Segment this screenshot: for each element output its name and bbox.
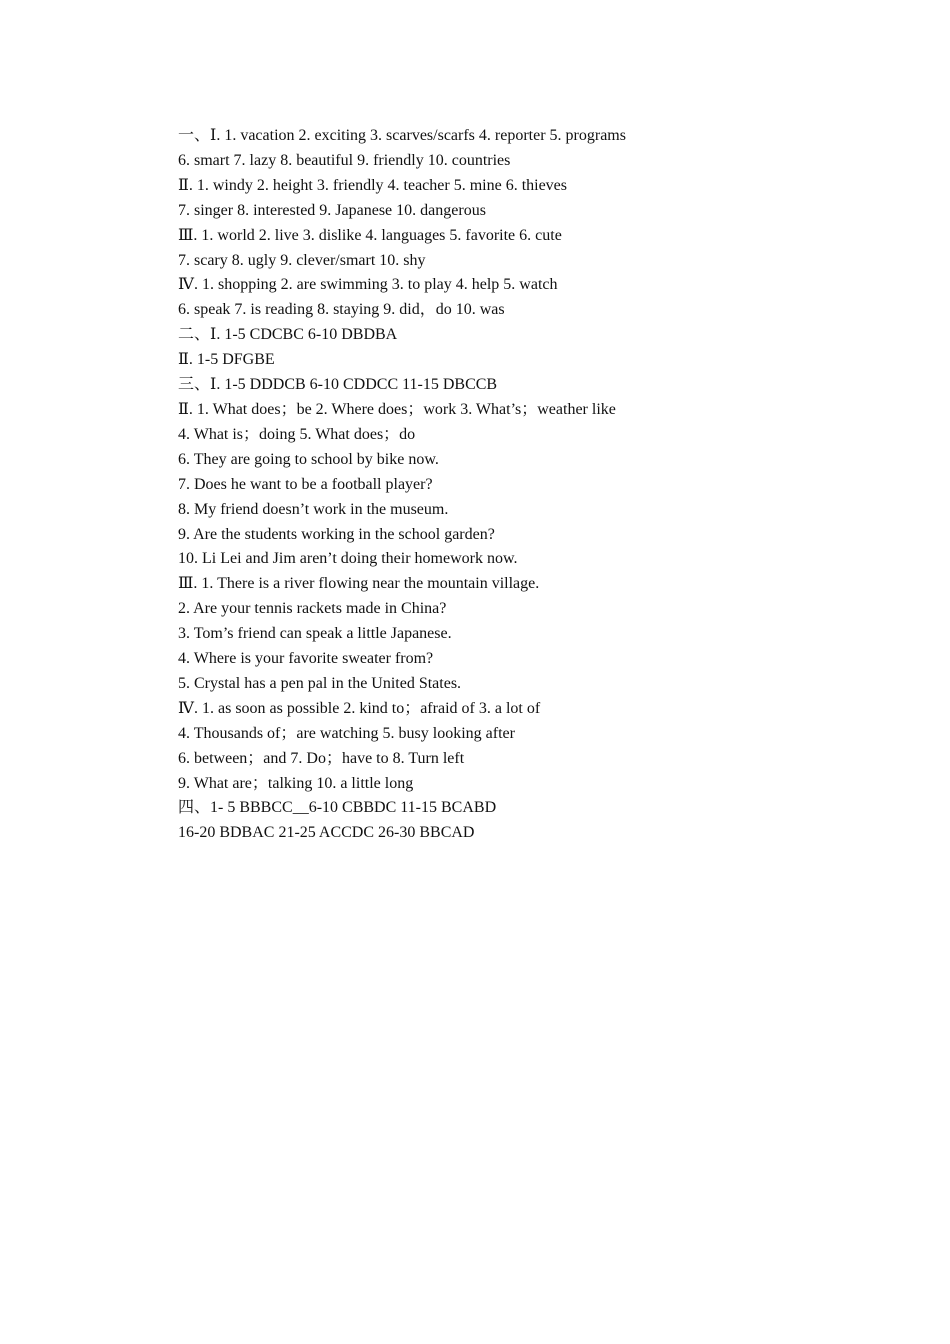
- text-line: 四、1- 5 BBBCC__6-10 CBBDC 11-15 BCABD: [178, 799, 497, 817]
- text-line: 4. Where is your favorite sweater from?: [178, 650, 434, 668]
- text-line: Ⅱ. 1-5 DFGBE: [178, 351, 275, 369]
- text-line: 6. smart 7. lazy 8. beautiful 9. friendly 10. countries: [178, 151, 511, 169]
- text-line: 9. What are；talking 10. a little long: [178, 774, 414, 792]
- text-line: Ⅲ. 1. There is a river flowing near the mountain village.: [178, 575, 540, 593]
- text-line: Ⅱ. 1. windy 2. height 3. friendly 4. teacher 5. mine 6. thieves: [178, 176, 568, 194]
- text-line: 7. scary 8. ugly 9. clever/smart 10. shy: [178, 251, 426, 269]
- text-line: Ⅱ. 1. What does；be 2. Where does；work 3. What’s；weather like: [178, 400, 616, 418]
- text-line: Ⅳ. 1. as soon as possible 2. kind to；afraid of 3. a lot of: [178, 699, 541, 717]
- text-line: 一、Ⅰ. 1. vacation 2. exciting 3. scarves/scarfs 4. reporter 5. programs: [178, 127, 626, 144]
- text-line: 16-20 BDBAC 21-25 ACCDC 26-30 BBCAD: [178, 824, 475, 842]
- text-line: 6. between；and 7. Do；have to 8. Turn left: [178, 749, 465, 767]
- text-line: 8. My friend doesn’t work in the museum.: [178, 500, 449, 518]
- text-line: 4. Thousands of；are watching 5. busy looking after: [178, 724, 515, 742]
- text-line: 6. speak 7. is reading 8. staying 9. did，do 10. was: [178, 301, 505, 319]
- text-line: 5. Crystal has a pen pal in the United States.: [178, 674, 462, 692]
- text-line: 4. What is；doing 5. What does；do: [178, 425, 416, 443]
- text-line: 7. Does he want to be a football player?: [178, 475, 433, 493]
- text-line: 2. Are your tennis rackets made in China?: [178, 600, 447, 618]
- text-line: 三、Ⅰ. 1-5 DDDCB 6-10 CDDCC 11-15 DBCCB: [178, 376, 498, 394]
- text-line: Ⅲ. 1. world 2. live 3. dislike 4. languages 5. favorite 6. cute: [178, 226, 562, 244]
- text-line: 3. Tom’s friend can speak a little Japanese.: [178, 625, 452, 643]
- text-line: 6. They are going to school by bike now.: [178, 450, 439, 468]
- text-line: 9. Are the students working in the school garden?: [178, 525, 495, 543]
- text-line: 10. Li Lei and Jim aren’t doing their homework now.: [178, 550, 518, 568]
- answer-key-text: [178, 124, 898, 846]
- text-line: 7. singer 8. interested 9. Japanese 10. dangerous: [178, 201, 486, 219]
- text-line: Ⅳ. 1. shopping 2. are swimming 3. to play 4. help 5. watch: [178, 276, 558, 294]
- text-line: 二、Ⅰ. 1-5 CDCBC 6-10 DBDBA: [178, 326, 398, 344]
